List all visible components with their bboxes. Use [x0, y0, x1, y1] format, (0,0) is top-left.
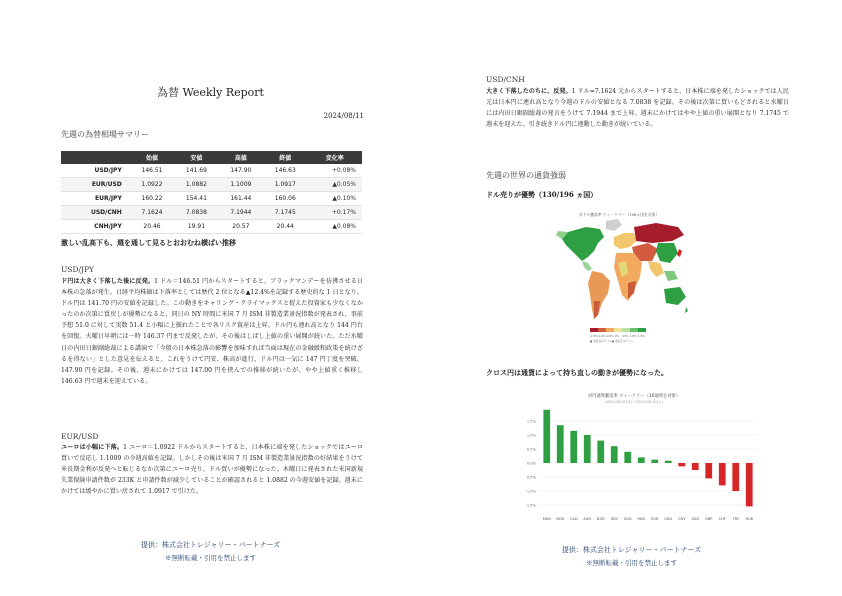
rates-table [61, 151, 362, 234]
chart-title: 対円通貨騰落率 ウィークリー（16通貨を対象） [587, 394, 681, 399]
legend-swatch [630, 328, 638, 332]
x-tick-label: USD [664, 517, 673, 521]
y-tick-label: 0.5% [526, 447, 536, 452]
usdcnh-lead: 大きく下落したのちに、反発。 [486, 88, 572, 95]
bar-cny [678, 463, 685, 466]
x-tick-label: SGD [623, 517, 632, 521]
legend-label: -1.5% [590, 335, 598, 338]
summary-title: 先週の為替相場サマリー [61, 130, 149, 139]
close-cell: 146.63 [263, 164, 307, 178]
bar-nzd [597, 441, 604, 463]
legend-label: 1.0% [630, 335, 637, 338]
change-cell: ▲0.05% [307, 178, 362, 192]
table-header: 変化率 [307, 151, 362, 164]
x-tick-label: CHF [718, 517, 726, 521]
table-row [61, 164, 362, 178]
y-tick-label: -1.5% [525, 503, 536, 508]
legend-swatch [590, 328, 598, 332]
bar-usd [665, 461, 672, 463]
bar-try [732, 463, 739, 491]
change-cell: ▲0.10% [307, 192, 362, 206]
x-tick-label: AUD [583, 517, 592, 521]
change-cell: ▲0.08% [307, 220, 362, 234]
legend-swatch [606, 328, 614, 332]
cross-yen-heading: クロス円は通貨によって持ち直しの動きが優勢になった。 [486, 368, 668, 377]
legend-label: 0.5% [622, 335, 629, 338]
table-header: 終値 [263, 151, 307, 164]
legend-label: 1.5% [638, 335, 645, 338]
footer-provider: 提供：株式会社トレジャリー・パートナーズ [140, 541, 281, 549]
chart-subtitle: 2024-08-05(月)〜2024-08-10(土) [604, 400, 664, 404]
usdcnh-paragraph [486, 86, 789, 130]
bar-sek [611, 446, 618, 463]
bar-aud [584, 435, 591, 463]
legend-note: ■ 通貨高(対ドル) ■ 通貨安(対ドル) [590, 340, 633, 343]
x-tick-label: HKD [637, 517, 646, 521]
chart-x-axis [543, 517, 754, 521]
table-header: 高値 [219, 151, 263, 164]
pair-cell: USD/JPY [61, 164, 130, 178]
high-cell: 161.44 [219, 192, 263, 206]
low-cell: 19.91 [174, 220, 218, 234]
legend-label: 0% [615, 335, 620, 338]
legend-swatch [598, 328, 606, 332]
x-tick-label: CNY [678, 517, 686, 521]
usdjpy-title: USD/JPY [61, 265, 95, 274]
table-row [61, 192, 362, 206]
open-cell: 146.51 [130, 164, 174, 178]
bar-rub [746, 463, 753, 506]
usdjpy-body: 1 ドル＝146.51 円からスタートすると、ブラックマンデーを彷彿させる日本株の急落が発生。日経平均株価は下落率としては歴代 2 位となる▲12.4%を記録する歴史的な 1 日となり、ドル円は 141.70 円の安値を記録した。この動きをキャリング・クライマックスと捉えた投資家も少なくなかったのか次第に買戻しが優勢になると、同日の NY 時間に米国 7 月 ISM 非製造業景況指数が発表され、事前予想 51.0 に対して実数 51.4 と小幅に上振れたことで各リスク資産は上昇、ドル円も連れ高となり 144 円台を回復。火曜日早朝には一時 146.37 円まで反発したが、その後はしばし上値の重い展開が続いた。ただ水曜日の内田日銀副総裁による講演で「今般の日本株急落の影響を加味すれば当面は現在の金融緩和政策を続けざるを得ない」とした意見を伝えると、これをうけて円安、株高が進行、ドル円は一気に 147 円丁度を突破、147.90 円を記録。その後、週末にかけては 147.00 円を挟んでの推移が続いたが、やや上値重く推移し 146.63 円で週末を迎えている。 [61, 278, 363, 385]
bar-cad [570, 431, 577, 463]
x-tick-label: CAD [569, 517, 578, 521]
usdcnh-title: USD/CNH [486, 75, 525, 84]
x-tick-label: RUB [745, 517, 754, 521]
report-date: 2024/08/11 [323, 112, 364, 120]
close-cell: 1.0917 [263, 178, 307, 192]
low-cell: 7.0838 [174, 206, 218, 220]
right-page [421, 0, 842, 596]
chart-bars [543, 410, 752, 507]
low-cell: 154.41 [174, 192, 218, 206]
y-tick-label: -0.5% [525, 475, 536, 480]
legend-label: -0.5% [606, 335, 614, 338]
open-cell: 20.46 [130, 220, 174, 234]
usdcnh-body: 1 ドル=7.1624 元からスタートすると、日本株に端を発したショックでは人民元は日本円に連れ高となり今週のドルの安値となる 7.0838 を記録。その後は次第に買いもどされると水曜日には内田日銀副総裁の発言をうけて 7.1944 まで上昇。週末にかけてはやや上値の重い展開となり 7.1745 で週末を迎えた。引き続きドル円に連動した動きが続いている。 [486, 88, 790, 129]
open-cell: 7.1624 [130, 206, 174, 220]
bar-zar [692, 463, 699, 470]
table-header [61, 151, 130, 164]
bar-hkd [638, 457, 645, 463]
legend-swatch [614, 328, 622, 332]
high-cell: 147.90 [219, 164, 263, 178]
bar-nok [557, 425, 564, 463]
footer-note: ※無断転載・引用を禁止します [165, 554, 256, 562]
x-tick-label: GBP [705, 517, 713, 521]
open-cell: 160.22 [130, 192, 174, 206]
y-tick-label: 1.5% [526, 419, 536, 424]
close-cell: 20.44 [263, 220, 307, 234]
table-header: 安値 [174, 151, 218, 164]
high-cell: 1.1009 [219, 178, 263, 192]
close-cell: 7.1745 [263, 206, 307, 220]
bar-sgd [624, 452, 631, 463]
x-tick-label: NOK [556, 517, 565, 521]
y-tick-label: 1.0% [526, 433, 536, 438]
bar-eur [651, 460, 658, 463]
x-tick-label: EUR [651, 517, 659, 521]
x-tick-label: ZAR [691, 517, 699, 521]
change-cell: +0.08% [307, 164, 362, 178]
table-row [61, 206, 362, 220]
legend-swatch [622, 328, 630, 332]
low-cell: 141.69 [174, 164, 218, 178]
x-tick-label: MXN [542, 517, 551, 521]
usdjpy-lead: ド円は大きく下落した後に反発。 [61, 278, 155, 285]
bar-chf [719, 463, 726, 485]
bar-mxn [543, 410, 550, 463]
table-header-row [61, 151, 362, 164]
eurusd-lead: ユーロは小幅に下落。 [61, 444, 124, 451]
x-tick-label: SEK [610, 517, 618, 521]
legend-label: -1.0% [598, 335, 606, 338]
y-tick-label: 0.0% [526, 461, 536, 466]
table-row [61, 220, 362, 234]
low-cell: 1.0882 [174, 178, 218, 192]
open-cell: 1.0922 [130, 178, 174, 192]
table-header: 始値 [130, 151, 174, 164]
high-cell: 7.1944 [219, 206, 263, 220]
y-tick-label: -1.0% [525, 489, 536, 494]
footer-provider: 提供：株式会社トレジャリー・パートナーズ [561, 546, 702, 554]
pair-cell: USD/CNH [61, 206, 130, 220]
pair-cell: CNH/JPY [61, 220, 130, 234]
high-cell: 20.57 [219, 220, 263, 234]
world-map-figure [548, 205, 691, 355]
pair-cell: EUR/JPY [61, 192, 130, 206]
cross-yen-chart [508, 391, 761, 529]
eurusd-body: 1 ユーロ＝1.0922 ドルからスタートすると、日本株に端を発したショックではユーロ買いで反応し 1.1009 の今週高値を記録。しかしその後は米国 7 月 ISM 非製造業景況指数の好結果をうけて米長期金利が反発へと転じるなか次第にユーロ売り、ドル買いが優勢になった。木曜日に発表された米国新規失業保険申請件数が 233K と申請件数が減少していることが確認されると 1.0882 の今週安値を記録。週末にかけては緩やかに買い戻されて 1.0917 で引けた。 [61, 444, 363, 496]
x-tick-label: NZD [596, 517, 605, 521]
close-cell: 160.06 [263, 192, 307, 206]
world-map [548, 205, 691, 355]
chart-y-axis [526, 419, 537, 507]
map-title: 対ドル騰落率 ウィークリー（196ヵ国を対象） [578, 212, 660, 217]
weekly-headline: 激しい乱高下も、週を通して見るとおおむね横ばい推移 [61, 238, 236, 247]
change-cell: +0.17% [307, 206, 362, 220]
pair-cell: EUR/USD [61, 178, 130, 192]
x-tick-label: TRY [732, 517, 740, 521]
usdjpy-paragraph [61, 276, 363, 387]
bar-chart [508, 391, 761, 529]
legend-swatch [638, 328, 646, 332]
eurusd-paragraph [61, 442, 363, 497]
footer-note: ※無断転載・引用を禁止します [586, 559, 677, 567]
dollar-sell-heading: ドル売りが優勢（130/196 ヵ国） [486, 190, 598, 199]
eurusd-title: EUR/USD [61, 432, 99, 441]
table-row [61, 178, 362, 192]
report-title: 為替 Weekly Report [157, 86, 264, 99]
world-strength-title: 先週の世界の通貨強弱 [486, 171, 566, 180]
bar-gbp [705, 463, 712, 478]
